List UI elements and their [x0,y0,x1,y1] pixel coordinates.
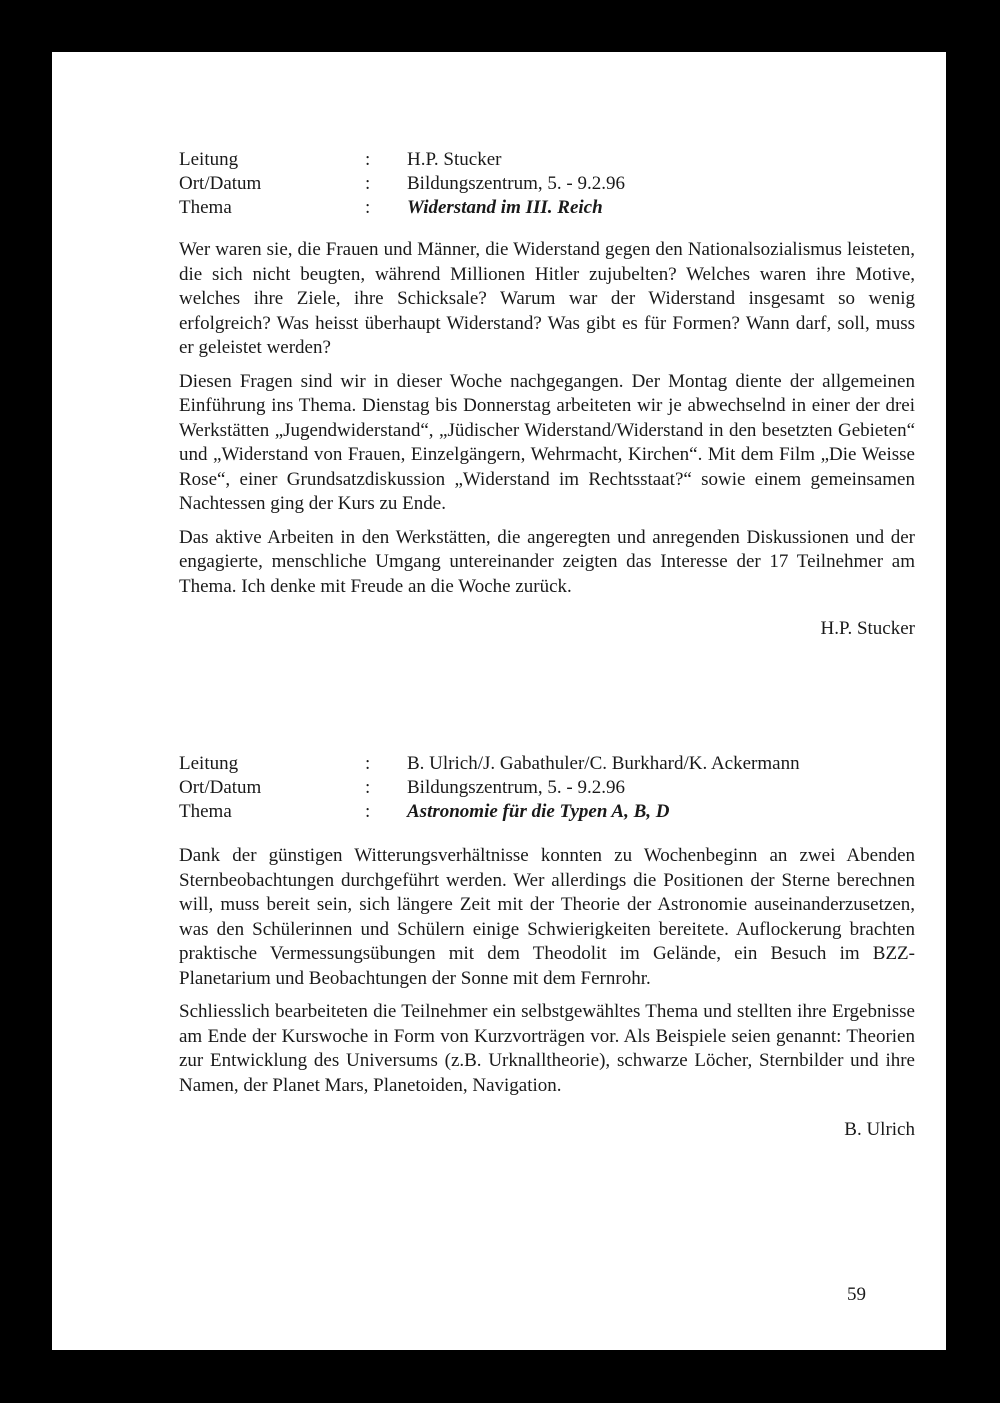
meta-row-thema [179,196,915,220]
document-page [52,52,946,1350]
meta-colon: : [365,149,371,170]
course-report-1 [179,148,915,641]
page-number: 59 [847,1284,866,1305]
meta-colon: : [365,197,371,218]
course-report-2 [179,752,915,1142]
meta-colon: : [365,801,371,822]
meta-colon: : [365,173,371,194]
meta-colon: : [365,777,371,798]
author-signature: B. Ulrich [844,1119,915,1140]
meta-row-ort-datum [179,172,915,196]
paragraph: Das aktive Arbeiten in den Werkstätten, die angeregten und anregenden Diskussionen und der engagierte, menschliche Umgang untereinander zeigten das Interesse der 17 Teilnehmer am Thema. Ich denke mit Freude an die Woche zurück. [179,526,915,597]
course-meta-2 [179,752,915,824]
meta-value-leitung: B. Ulrich/J. Gabathuler/C. Burkhard/K. Ackermann [407,753,800,774]
meta-key-leitung: Leitung [179,753,239,774]
paragraph: Schliesslich bearbeiteten die Teilnehmer ein selbstgewähltes Thema und stellten ihre Ergebnisse am Ende der Kurswoche in Form von Kurzvorträgen vor. Als Beispiele seien genannt: Theorien zur Entwicklung des Universums (z.B. Urknalltheorie), schwarze Löcher, Sternbilder und ihre Namen, der Planet Mars, Planetoiden, Navigation. [179,1001,915,1096]
meta-colon: : [365,753,371,774]
meta-value-leitung: H.P. Stucker [407,149,502,170]
course-meta-1 [179,148,915,220]
meta-key-leitung: Leitung [179,149,239,170]
meta-value-thema: Astronomie für die Typen A, B, D [407,801,670,822]
paragraph: Wer waren sie, die Frauen und Männer, die Widerstand gegen den Nationalsozialismus leisteten, die sich nicht beugten, während Millionen Hitler zujubelten? Welches waren ihre Motive, welches ihre Ziele, ihre Schicksale? Warum war der Widerstand insgesamt so wenig erfolgreich? Was heisst überhaupt Widerstand? Was gibt es für Formen? Wann darf, soll, muss er geleistet werden? [179,239,915,358]
meta-value-ort-datum: Bildungszentrum, 5. - 9.2.96 [407,777,625,798]
meta-row-leitung [179,148,915,172]
meta-key-ort-datum: Ort/Datum [179,777,262,798]
paragraph: Diesen Fragen sind wir in dieser Woche nachgegangen. Der Montag diente der allgemeinen Einführung ins Thema. Dienstag bis Donnerstag arbeiteten wir je abwechselnd in einer der drei Werkstätten „Jugendwiderstand“, „Jüdischer Widerstand/Widerstand in den besetzten Gebieten“ und „Widerstand von Frauen, Einzelgängern, Wehrmacht, Kirchen“. Mit dem Film „Die Weisse Rose“, einer Grundsatzdiskussion „Widerstand im Rechtsstaat?“ sowie einem gemeinsamen Nachtessen ging der Kurs zu Ende. [179,370,915,514]
meta-row-ort-datum [179,776,915,800]
author-signature: H.P. Stucker [820,618,915,639]
meta-row-thema [179,800,915,824]
paragraph: Dank der günstigen Witterungsverhältnisse konnten zu Wochenbeginn an zwei Abenden Sternbeobachtungen durchgeführt werden. Wer allerdings die Positionen der Sterne berechnen will, muss bereit sein, sich längere Zeit mit der Theorie der Astronomie auseinanderzusetzen, was den Schülerinnen und Schülern einige Schwierigkeiten bereitete. Auflockerung brachten praktische Vermessungsübungen mit dem Theodolit im Gelände, ein Besuch im BZZ-Planetarium und Beobachtungen der Sonne mit dem Fernrohr. [179,845,915,989]
meta-row-leitung [179,752,915,776]
meta-value-thema: Widerstand im III. Reich [407,197,603,218]
meta-key-thema: Thema [179,801,232,822]
meta-key-ort-datum: Ort/Datum [179,173,262,194]
meta-key-thema: Thema [179,197,232,218]
meta-value-ort-datum: Bildungszentrum, 5. - 9.2.96 [407,173,625,194]
